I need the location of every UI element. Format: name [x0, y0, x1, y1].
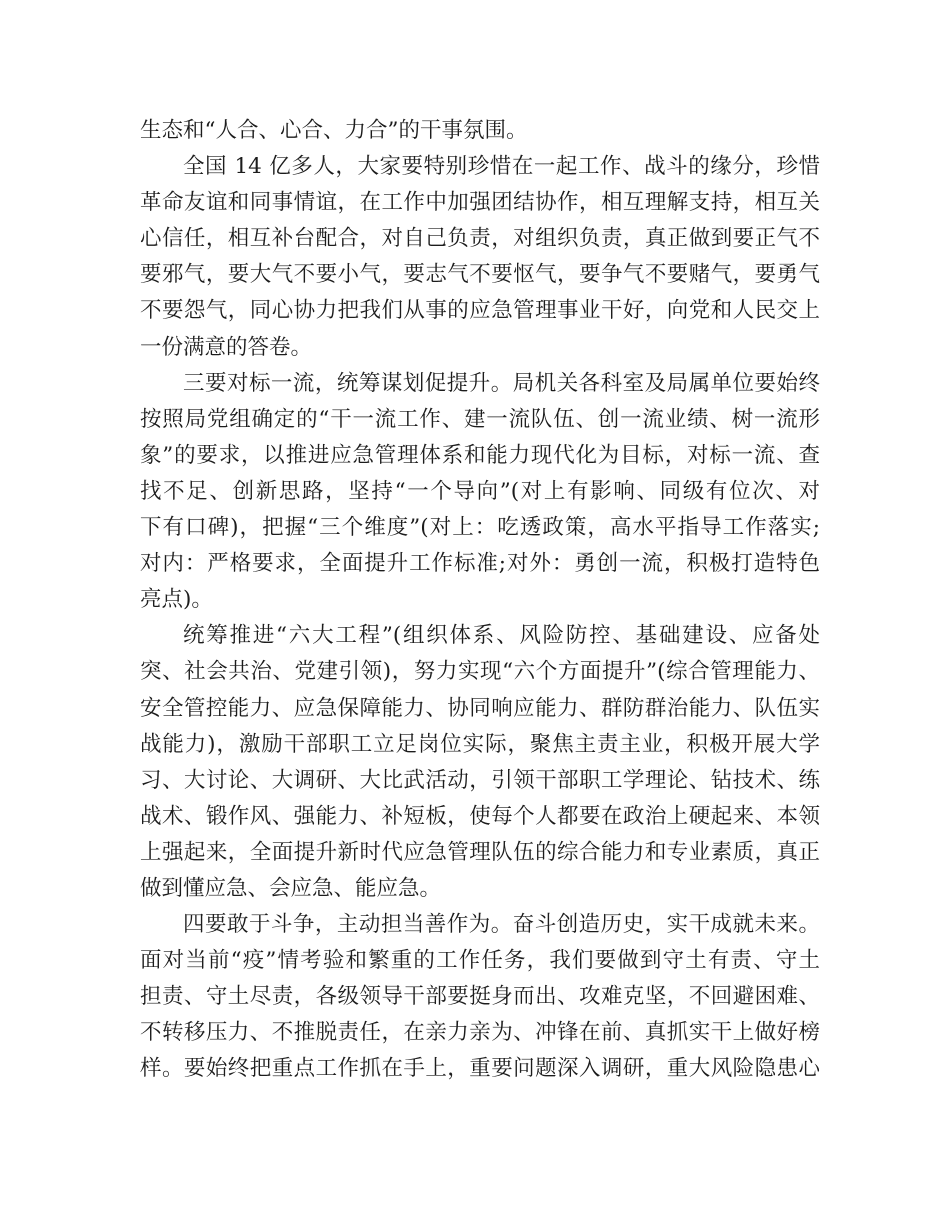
text-line: 象”的要求，以推进应急管理体系和能力现代化为目标，对标一流、查: [140, 442, 820, 468]
text-line: 样。要始终把重点工作抓在手上，重要问题深入调研，重大风险隐患心: [140, 1056, 820, 1082]
text-line: 心信任，相互补台配合，对自己负责，对组织负责，真正做到要正气不: [140, 226, 820, 252]
text-line: 生态和“人合、心合、力合”的干事氛围。: [140, 118, 528, 143]
text-line: 面对当前“疫”情考验和繁重的工作任务，我们要做到守土有责、守土: [140, 948, 820, 974]
text-line: 要邪气，要大气不要小气，要志气不要怄气，要争气不要赌气，要勇气: [140, 262, 820, 288]
text-line: 担责、守土尽责，各级领导干部要挺身而出、攻难克坚，不回避困难、: [140, 984, 820, 1010]
document-body: [140, 113, 820, 1088]
text-line: 习、大讨论、大调研、大比武活动，引领干部职工学理论、钻技术、练: [140, 767, 820, 793]
text-line: 亮点)。: [140, 587, 213, 613]
text-line: 不要怨气，同心协力把我们从事的应急管理事业干好，向党和人民交上: [140, 298, 820, 324]
text-line: 下有口碑)，把握“三个维度”(对上：吃透政策，高水平指导工作落实;: [140, 515, 820, 541]
text-line: 上强起来，全面提升新时代应急管理队伍的综合能力和专业素质，真正: [140, 839, 820, 865]
paragraph-first-line: 四要敢于斗争，主动担当善作为。奋斗创造历史，实干成就未来。: [183, 912, 820, 938]
paragraph-first-line: 全国 14 亿多人，大家要特别珍惜在一起工作、战斗的缘分，珍惜: [183, 154, 820, 180]
text-line: 不转移压力、不推脱责任，在亲力亲为、冲锋在前、真抓实干上做好榜: [140, 1020, 820, 1046]
paragraph-first-line: 三要对标一流，统筹谋划促提升。局机关各科室及局属单位要始终: [183, 370, 820, 396]
text-line: 战能力)，激励干部职工立足岗位实际，聚焦主责主业，积极开展大学: [140, 731, 820, 757]
text-line: 安全管控能力、应急保障能力、协同响应能力、群防群治能力、队伍实: [140, 695, 820, 721]
text-line: 对内：严格要求，全面提升工作标准;对外：勇创一流，积极打造特色: [140, 551, 820, 577]
paragraph-first-line: 统筹推进“六大工程”(组织体系、风险防控、基础建设、应备处: [183, 623, 820, 649]
text-line: 革命友谊和同事情谊，在工作中加强团结协作，相互理解支持，相互关: [140, 190, 820, 216]
text-line: 突、社会共治、党建引领)，努力实现“六个方面提升”(综合管理能力、: [140, 659, 820, 685]
text-line: 一份满意的答卷。: [140, 334, 313, 360]
text-line: 找不足、创新思路，坚持“一个导向”(对上有影响、同级有位次、对: [140, 478, 820, 504]
text-line: 按照局党组确定的“干一流工作、建一流队伍、创一流业绩、树一流形: [140, 406, 820, 432]
text-line: 战术、锻作风、强能力、补短板，使每个人都要在政治上硬起来、本领: [140, 803, 820, 829]
text-line: 做到懂应急、会应急、能应急。: [140, 875, 442, 901]
